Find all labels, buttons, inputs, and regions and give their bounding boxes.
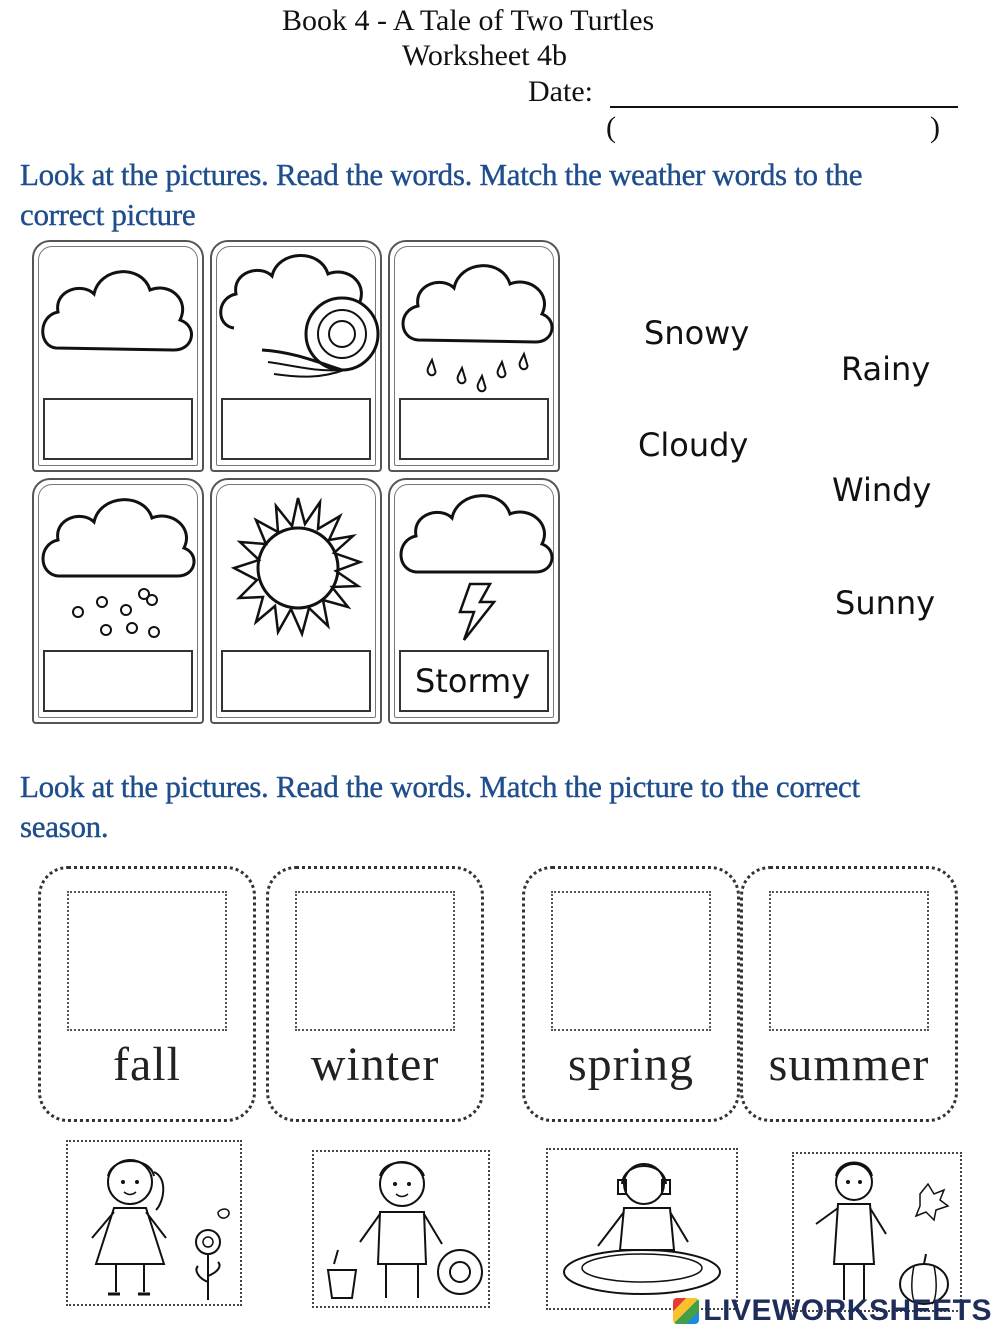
instruction-season-line1: Look at the pictures. Read the words. Match the picture to the correct: [20, 769, 860, 804]
season-drop-zone-summer[interactable]: [769, 891, 929, 1031]
season-label-summer: summer: [768, 1038, 930, 1091]
weather-card-stormy: [388, 478, 560, 724]
season-card-summer: [740, 866, 958, 1122]
season-card-spring: [522, 866, 740, 1122]
word-sunny[interactable]: Sunny: [835, 584, 936, 622]
answer-box-4[interactable]: [43, 650, 193, 712]
date-input-line[interactable]: [610, 106, 958, 108]
word-rainy[interactable]: Rainy: [841, 350, 931, 388]
instruction-season-line2: season.: [20, 809, 109, 844]
boy-on-sled-picture[interactable]: [546, 1148, 738, 1310]
word-cloudy[interactable]: Cloudy: [638, 426, 749, 464]
season-label-winter: winter: [310, 1038, 440, 1091]
instruction-weather-line1: Look at the pictures. Read the words. Match the weather words to the: [20, 157, 863, 192]
brand-text: LIVEWORKSHEETS: [703, 1294, 992, 1327]
worksheet-subtitle: Worksheet 4b: [402, 39, 568, 72]
season-label-spring: spring: [568, 1038, 694, 1091]
word-snowy[interactable]: Snowy: [644, 314, 750, 352]
stormy-answer: Stormy: [415, 662, 531, 700]
season-drop-zone-fall[interactable]: [67, 891, 227, 1031]
boy-beach-icon: [314, 1152, 488, 1306]
instruction-weather-line2: correct picture: [20, 197, 196, 232]
boy-at-beach-picture[interactable]: [312, 1150, 490, 1308]
word-windy[interactable]: Windy: [832, 471, 932, 509]
paren-open: (: [606, 111, 616, 144]
liveworksheets-logo: [673, 1294, 992, 1328]
date-label: Date:: [528, 75, 593, 108]
paren-close: ): [930, 111, 940, 144]
season-drop-zone-spring[interactable]: [551, 891, 711, 1031]
boy-sled-icon: [548, 1150, 736, 1308]
girl-flower-icon: [68, 1142, 240, 1304]
logo-mark-icon: [673, 1298, 699, 1324]
answer-box-5[interactable]: [221, 650, 371, 712]
season-drop-zone-winter[interactable]: [295, 891, 455, 1031]
girl-leaves-icon: [794, 1154, 960, 1310]
season-label-fall: fall: [113, 1038, 181, 1091]
answer-box-6[interactable]: [399, 650, 549, 712]
worksheet-title: Book 4 - A Tale of Two Turtles: [282, 4, 655, 37]
answer-box-1[interactable]: [43, 398, 193, 460]
weather-card-snowy: [32, 478, 204, 724]
girl-with-flower-picture[interactable]: [66, 1140, 242, 1306]
weather-card-cloudy: [32, 240, 204, 472]
season-card-winter: [266, 866, 484, 1122]
weather-card-sunny: [210, 478, 382, 724]
season-card-fall: [38, 866, 256, 1122]
weather-card-rainy: [388, 240, 560, 472]
answer-box-3[interactable]: [399, 398, 549, 460]
answer-box-2[interactable]: [221, 398, 371, 460]
girl-with-leaves-picture[interactable]: [792, 1152, 962, 1312]
weather-card-windy: [210, 240, 382, 472]
